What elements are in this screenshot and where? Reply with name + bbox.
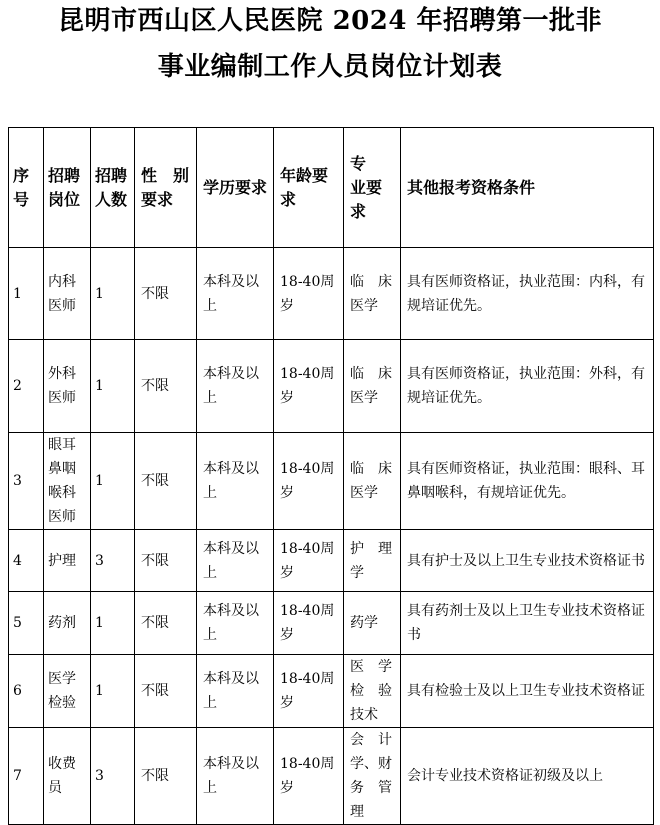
- cell-position: 医学检验: [44, 655, 91, 728]
- cell-education: 本科及以上: [197, 592, 274, 655]
- cell-age: 18-40周岁: [274, 433, 344, 530]
- cell-position: 护理: [44, 530, 91, 592]
- cell-gender: 不限: [135, 340, 197, 433]
- table-header-row: [9, 128, 654, 248]
- cell-seq: 6: [9, 655, 44, 728]
- cell-gender: 不限: [135, 433, 197, 530]
- cell-age: 18-40周岁: [274, 592, 344, 655]
- cell-seq: 4: [9, 530, 44, 592]
- cell-gender: 不限: [135, 530, 197, 592]
- cell-other: 具有药剂士及以上卫生专业技术资格证书: [401, 592, 654, 655]
- cell-gender: 不限: [135, 655, 197, 728]
- cell-education: 本科及以上: [197, 248, 274, 340]
- cell-seq: 5: [9, 592, 44, 655]
- cell-count: 1: [91, 248, 135, 340]
- cell-age: 18-40周岁: [274, 248, 344, 340]
- cell-education: 本科及以上: [197, 655, 274, 728]
- cell-count: 1: [91, 592, 135, 655]
- cell-count: 3: [91, 728, 135, 825]
- cell-major: 会 计学、财务 管理: [344, 728, 401, 825]
- cell-education: 本科及以上: [197, 340, 274, 433]
- cell-count: 1: [91, 433, 135, 530]
- recruitment-plan-table: [8, 127, 654, 825]
- cell-major: 药学: [344, 592, 401, 655]
- cell-count: 1: [91, 655, 135, 728]
- cell-major: 护 理学: [344, 530, 401, 592]
- cell-major: 临 床医学: [344, 340, 401, 433]
- cell-major: 临 床医学: [344, 248, 401, 340]
- table-row: [9, 433, 654, 530]
- page-title-line-2: 事业编制工作人员岗位计划表: [157, 52, 503, 82]
- cell-education: 本科及以上: [197, 530, 274, 592]
- cell-count: 3: [91, 530, 135, 592]
- cell-position: 药剂: [44, 592, 91, 655]
- cell-age: 18-40周岁: [274, 340, 344, 433]
- header-major: 专 业要求: [344, 128, 401, 248]
- cell-seq: 1: [9, 248, 44, 340]
- cell-seq: 7: [9, 728, 44, 825]
- header-seq: 序号: [9, 128, 44, 248]
- cell-other: 具有护士及以上卫生专业技术资格证书: [401, 530, 654, 592]
- cell-age: 18-40周岁: [274, 728, 344, 825]
- cell-age: 18-40周岁: [274, 655, 344, 728]
- header-education: 学历要求: [197, 128, 274, 248]
- table-row: [9, 592, 654, 655]
- cell-gender: 不限: [135, 592, 197, 655]
- header-other: 其他报考资格条件: [401, 128, 654, 248]
- cell-major: 临 床医学: [344, 433, 401, 530]
- cell-other: 具有检验士及以上卫生专业技术资格证: [401, 655, 654, 728]
- table-row: [9, 340, 654, 433]
- cell-major: 医 学检 验技术: [344, 655, 401, 728]
- cell-gender: 不限: [135, 248, 197, 340]
- table-row: [9, 530, 654, 592]
- table-row: [9, 248, 654, 340]
- header-position: 招聘岗位: [44, 128, 91, 248]
- cell-seq: 2: [9, 340, 44, 433]
- cell-seq: 3: [9, 433, 44, 530]
- cell-position: 眼耳鼻咽喉科医师: [44, 433, 91, 530]
- cell-education: 本科及以上: [197, 728, 274, 825]
- cell-other: 会计专业技术资格证初级及以上: [401, 728, 654, 825]
- page-title-line-1: 昆明市西山区人民医院 2024 年招聘第一批非: [58, 6, 602, 36]
- header-age: 年龄要求: [274, 128, 344, 248]
- header-count: 招聘人数: [91, 128, 135, 248]
- cell-position: 外科医师: [44, 340, 91, 433]
- cell-other: 具有医师资格证，执业范围：内科，有规培证优先。: [401, 248, 654, 340]
- cell-age: 18-40周岁: [274, 530, 344, 592]
- cell-other: 具有医师资格证，执业范围：外科，有规培证优先。: [401, 340, 654, 433]
- cell-gender: 不限: [135, 728, 197, 825]
- cell-position: 收费员: [44, 728, 91, 825]
- cell-position: 内科医师: [44, 248, 91, 340]
- cell-education: 本科及以上: [197, 433, 274, 530]
- cell-other: 具有医师资格证，执业范围：眼科、耳鼻咽喉科，有规培证优先。: [401, 433, 654, 530]
- header-gender: 性 别要求: [135, 128, 197, 248]
- table-row: [9, 728, 654, 825]
- cell-count: 1: [91, 340, 135, 433]
- table-row: [9, 655, 654, 728]
